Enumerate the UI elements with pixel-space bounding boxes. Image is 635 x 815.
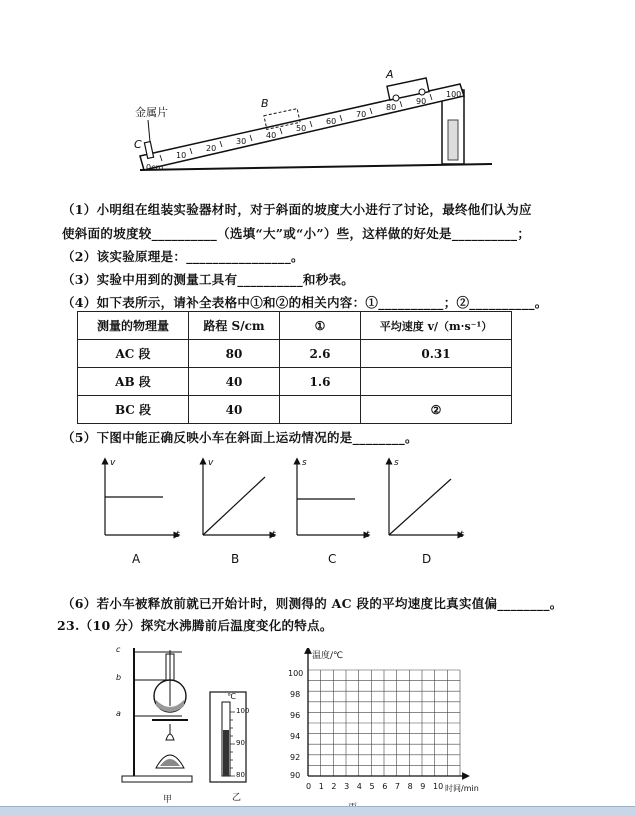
question-6: （6）若小车被释放前就已开始计时，则测得的 AC 段的平均速度比真实值偏________。: [62, 596, 563, 611]
time-tick: 6: [382, 782, 388, 791]
graph-b-y-label: v: [208, 458, 214, 468]
apparatus-caption: 甲: [163, 795, 173, 805]
temp-tick-100: 100: [288, 669, 304, 678]
option-c: C: [328, 552, 337, 566]
incline-figure: [130, 60, 500, 180]
graph-d-x-label: t: [460, 530, 464, 540]
table-header: 路程 S/cm: [189, 312, 280, 340]
temp-tick-96: 96: [290, 711, 301, 720]
temp-chart-xlabel: 时间/min: [445, 784, 479, 793]
graph-a: [105, 461, 177, 535]
temp-tick-94: 94: [290, 732, 301, 741]
graph-a-x-label: t: [176, 530, 180, 540]
table-cell: BC 段: [78, 396, 189, 424]
thermometer-mark-80: 80: [236, 771, 245, 779]
table-header: ①: [280, 312, 361, 340]
time-tick: 8: [407, 782, 413, 791]
table-cell: 2.6: [280, 340, 361, 368]
question-23: 23.（10 分）探究水沸腾前后温度变化的特点。: [57, 618, 333, 633]
option-d: D: [422, 552, 432, 566]
table-cell: [361, 368, 512, 396]
apparatus-label-b: b: [116, 673, 122, 682]
table-cell: ②: [361, 396, 512, 424]
label-a: A: [386, 68, 394, 81]
graph-a-y-label: v: [110, 458, 116, 468]
graph-b: [203, 461, 273, 535]
time-tick: 5: [369, 782, 375, 791]
time-tick: 3: [344, 782, 350, 791]
table-cell: 1.6: [280, 368, 361, 396]
table-cell: 0.31: [361, 340, 512, 368]
table-header-row: [78, 312, 512, 340]
scale-tick-30: 30: [236, 137, 247, 146]
time-tick: 4: [356, 782, 362, 791]
scale-tick-40: 40: [266, 131, 277, 140]
table-cell: AC 段: [78, 340, 189, 368]
scale-tick-80: 80: [386, 103, 397, 112]
option-a: A: [132, 552, 141, 566]
question-2: （2）该实验原理是：________________。: [62, 249, 304, 264]
table-row: [78, 396, 512, 424]
thermometer-mark-100: 100: [236, 707, 250, 715]
temp-tick-98: 98: [290, 690, 301, 699]
time-tick: 9: [420, 782, 426, 791]
table-cell: 40: [189, 368, 280, 396]
table-cell: 80: [189, 340, 280, 368]
apparatus-label-c: c: [116, 645, 121, 654]
graph-c-y-label: s: [302, 458, 307, 468]
boiling-apparatus: [112, 640, 202, 790]
time-tick: 2: [331, 782, 337, 791]
thermometer-mark-90: 90: [236, 739, 245, 747]
question-1-line-1: （1）小明组在组装实验器材时，对于斜面的坡度大小进行了讨论，最终他们认为应: [62, 202, 532, 217]
graph-d: [389, 461, 461, 535]
motion-graphs: [95, 455, 475, 550]
table-cell: [280, 396, 361, 424]
apparatus-label-a: a: [116, 709, 121, 718]
time-tick: 10: [433, 782, 444, 791]
temp-tick-92: 92: [290, 753, 301, 762]
label-metal-piece: 金属片: [135, 106, 168, 119]
scale-tick-50: 50: [296, 124, 307, 133]
table-cell: AB 段: [78, 368, 189, 396]
scale-tick-10: 10: [176, 151, 187, 160]
option-b: B: [231, 552, 240, 566]
table-header: 平均速度 v/（m·s⁻¹）: [361, 312, 512, 340]
time-tick: 1: [318, 782, 324, 791]
scale-tick-100: 100: [446, 90, 462, 99]
scale-tick-60: 60: [326, 117, 337, 126]
table-header: 测量的物理量: [78, 312, 189, 340]
temp-chart-ylabel: 温度/℃: [312, 651, 344, 661]
question-1-line-2: 使斜面的坡度较__________（选填“大”或“小”）些，这样做的好处是__________；: [62, 226, 531, 241]
temp-tick-90: 90: [290, 771, 301, 780]
label-c: C: [134, 138, 142, 151]
graph-c-x-label: t: [366, 530, 370, 540]
measurement-table: [77, 311, 512, 424]
label-b: B: [261, 97, 269, 110]
scale-unit: 0cm: [146, 163, 164, 172]
graph-c: [297, 461, 367, 535]
scale-tick-70: 70: [356, 110, 367, 119]
scale-tick-20: 20: [206, 144, 217, 153]
question-4: （4）如下表所示，请补全表格中①和②的相关内容：①__________；②__________。: [62, 295, 548, 310]
table-cell: 40: [189, 396, 280, 424]
table-row: [78, 368, 512, 396]
time-tick: 7: [394, 782, 400, 791]
time-tick: 0: [306, 782, 312, 791]
graph-d-y-label: s: [394, 458, 399, 468]
graph-b-x-label: t: [272, 530, 276, 540]
question-3: （3）实验中用到的测量工具有__________和秒表。: [62, 272, 355, 287]
scale-tick-90: 90: [416, 97, 427, 106]
thermometer-unit: ℃: [227, 692, 236, 701]
table-row: [78, 340, 512, 368]
temperature-grid: [300, 648, 470, 783]
thermometer-caption: 乙: [232, 793, 242, 803]
question-5: （5）下图中能正确反映小车在斜面上运动情况的是________。: [62, 430, 418, 445]
